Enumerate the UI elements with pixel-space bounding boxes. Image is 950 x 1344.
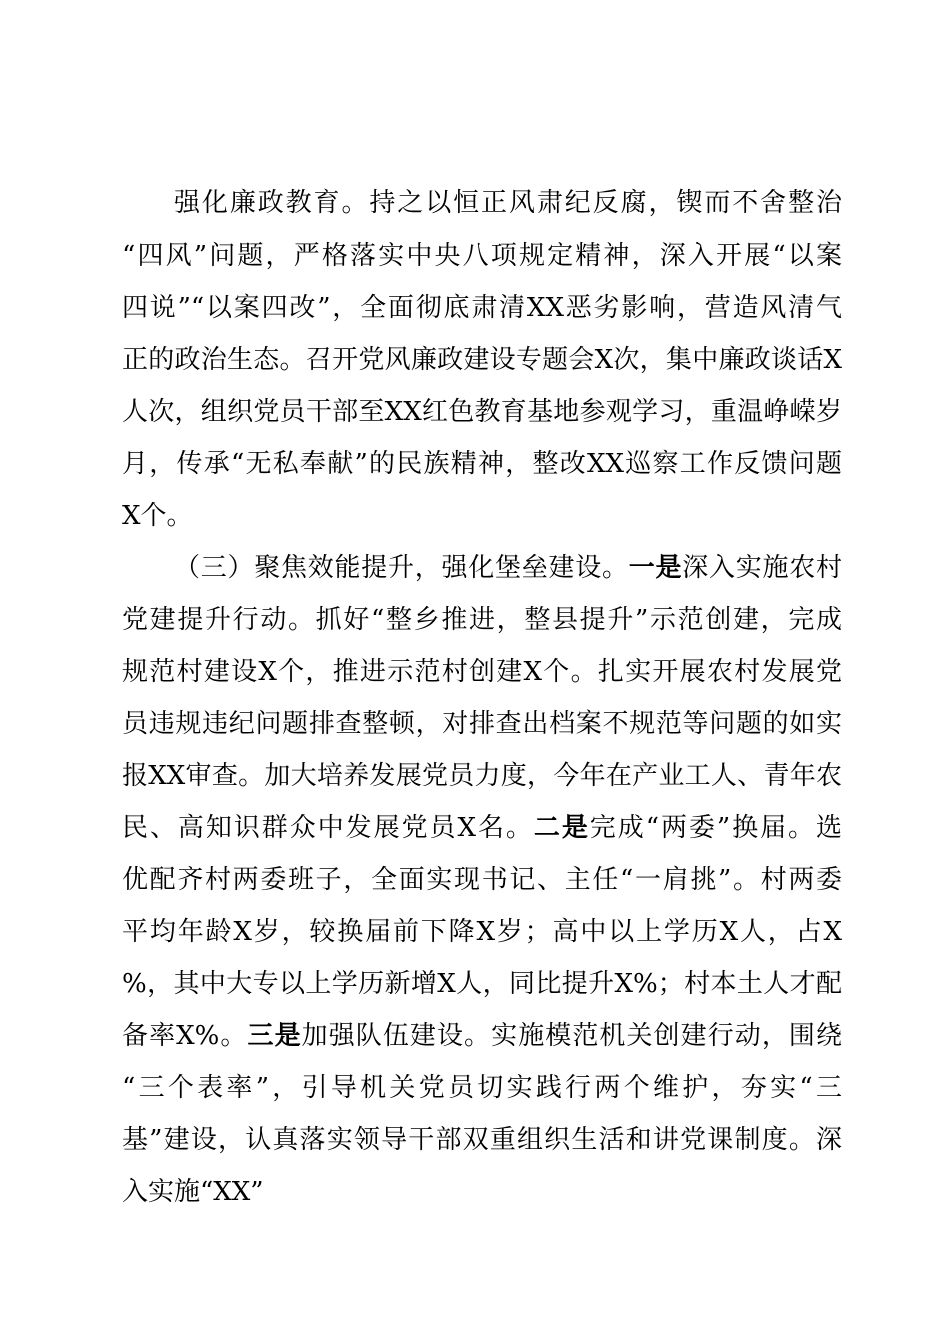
para2-line-9: %，其中大专以上学历新增X人，同比提升X%；村本土人才配 bbox=[122, 969, 842, 999]
para2-line-3: 规范村建设X个，推进示范村创建X个。扎实开展农村发展党 bbox=[122, 657, 842, 687]
para2-line-2: 党建提升行动。抓好“整乡推进，整县提升”示范创建，完成 bbox=[122, 605, 842, 635]
para2-line-1-tail: 深入实施农村 bbox=[682, 553, 842, 583]
para1-line-3: 四说”“以案四改”，全面彻底肃清XX恶劣影响，营造风清气 bbox=[122, 293, 842, 323]
bold-marker-first: 一是 bbox=[628, 553, 683, 583]
para2-line-1 bbox=[174, 548, 842, 588]
para2-line-5: 报XX审查。加大培养发展党员力度，今年在产业工人、青年农 bbox=[122, 761, 842, 791]
para1-line-6: 月，传承“无私奉献”的民族精神，整改XX巡察工作反馈问题 bbox=[122, 449, 842, 479]
para1-line-5: 人次，组织党员干部至XX红色教育基地参观学习，重温峥嵘岁 bbox=[122, 397, 842, 427]
para1-line-7: X个。 bbox=[122, 501, 193, 531]
para2-line-13: 入实施“XX” bbox=[122, 1177, 264, 1207]
para2-line-10 bbox=[122, 1016, 842, 1056]
para2-line-4: 员违规违纪问题排查整顿，对排查出档案不规范等问题的如实 bbox=[122, 709, 842, 739]
para2-line-10-tail: 加强队伍建设。实施模范机关创建行动，围绕 bbox=[301, 1021, 842, 1051]
para1-line-1: 强化廉政教育。持之以恒正风肃纪反腐，锲而不舍整治 bbox=[174, 188, 842, 218]
para2-line-10-head: 备率X%。 bbox=[122, 1021, 248, 1051]
para2-line-11: “三个表率”，引导机关党员切实践行两个维护，夯实“三 bbox=[122, 1073, 842, 1103]
para2-line-6-head: 民、高知识群众中发展党员X名。 bbox=[122, 813, 534, 843]
section-heading: （三）聚焦效能提升，强化堡垒建设。 bbox=[174, 553, 629, 583]
para1-line-2: “四风”问题，严格落实中央八项规定精神，深入开展“以案 bbox=[122, 241, 842, 271]
para2-line-7: 优配齐村两委班子，全面实现书记、主任“一肩挑”。村两委 bbox=[122, 865, 842, 895]
para2-line-8: 平均年龄X岁，较换届前下降X岁；高中以上学历X人，占X bbox=[122, 917, 842, 947]
bold-marker-third: 三是 bbox=[247, 1021, 302, 1051]
para2-line-6-tail: 完成“两委”换届。选 bbox=[589, 813, 842, 843]
para2-line-12: 基”建设，认真落实领导干部双重组织生活和讲党课制度。深 bbox=[122, 1125, 842, 1155]
para1-line-4: 正的政治生态。召开党风廉政建设专题会X次，集中廉政谈话X bbox=[122, 345, 842, 375]
para2-line-6 bbox=[122, 808, 842, 848]
bold-marker-second: 二是 bbox=[533, 813, 590, 843]
